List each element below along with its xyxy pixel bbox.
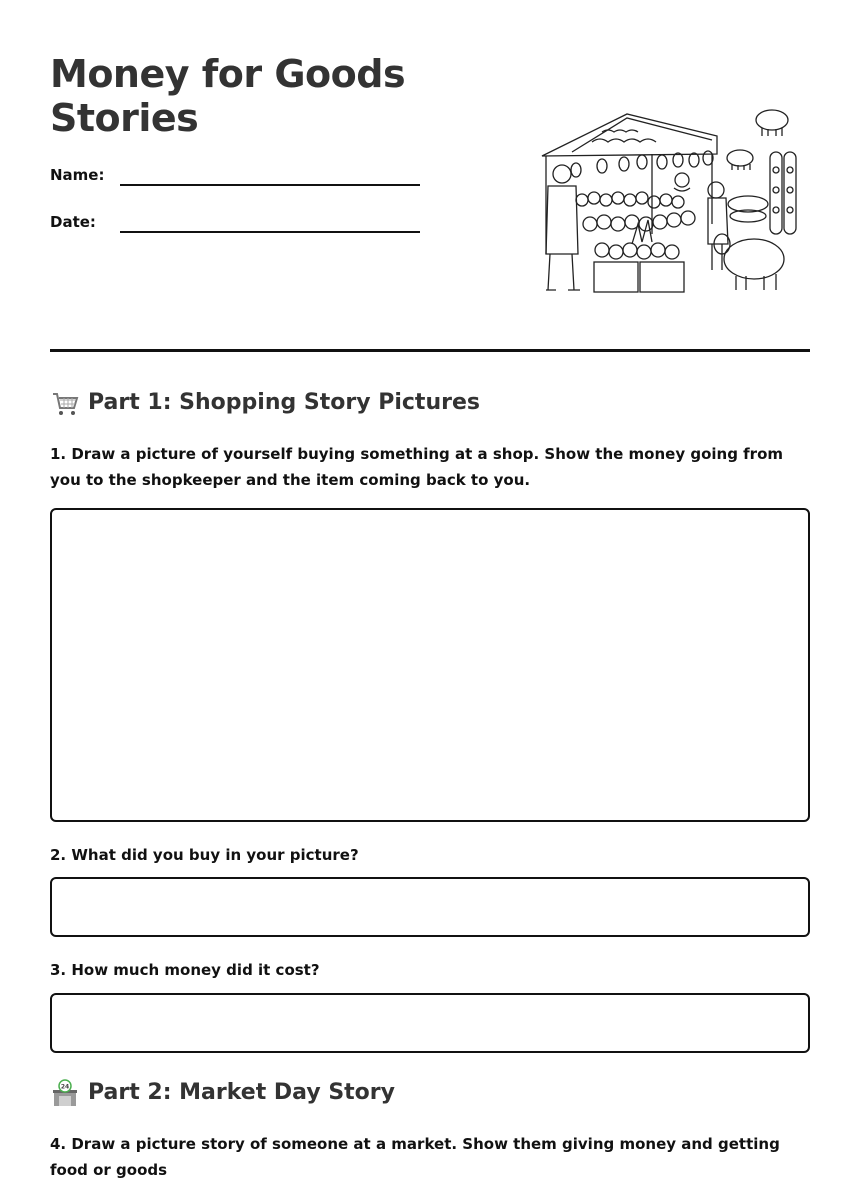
question-4: 4. Draw a picture story of someone at a market. Show them giving money and getting food or goods	[50, 1135, 780, 1179]
date-label: Date:	[50, 213, 96, 231]
answer-box-question-3[interactable]	[50, 993, 810, 1053]
name-field-row	[50, 166, 430, 190]
name-label: Name:	[50, 166, 105, 184]
question-3: 3. How much money did it cost?	[50, 961, 320, 979]
section-title-part-1	[50, 388, 480, 418]
market-stall-illustration	[532, 104, 804, 298]
section-title-text: Part 2: Market Day Story	[88, 1080, 395, 1105]
question-2: 2. What did you buy in your picture?	[50, 846, 359, 864]
svg-text:24: 24	[60, 1083, 70, 1091]
section-title-part-2	[50, 1078, 395, 1108]
date-field-row	[50, 213, 430, 237]
name-input-line[interactable]	[120, 184, 420, 186]
date-input-line[interactable]	[120, 231, 420, 233]
shopping-cart-icon	[50, 388, 80, 418]
convenience-store-icon	[50, 1078, 80, 1108]
section-title-text: Part 1: Shopping Story Pictures	[88, 390, 480, 415]
header-divider	[50, 349, 810, 352]
worksheet-title: Money for Goods Stories	[50, 52, 406, 140]
question-1: 1. Draw a picture of yourself buying something at a shop. Show the money going from you to the shopkeeper and the item coming back to you.	[50, 445, 784, 489]
drawing-box-question-1[interactable]	[50, 508, 810, 822]
answer-box-question-2[interactable]	[50, 877, 810, 937]
